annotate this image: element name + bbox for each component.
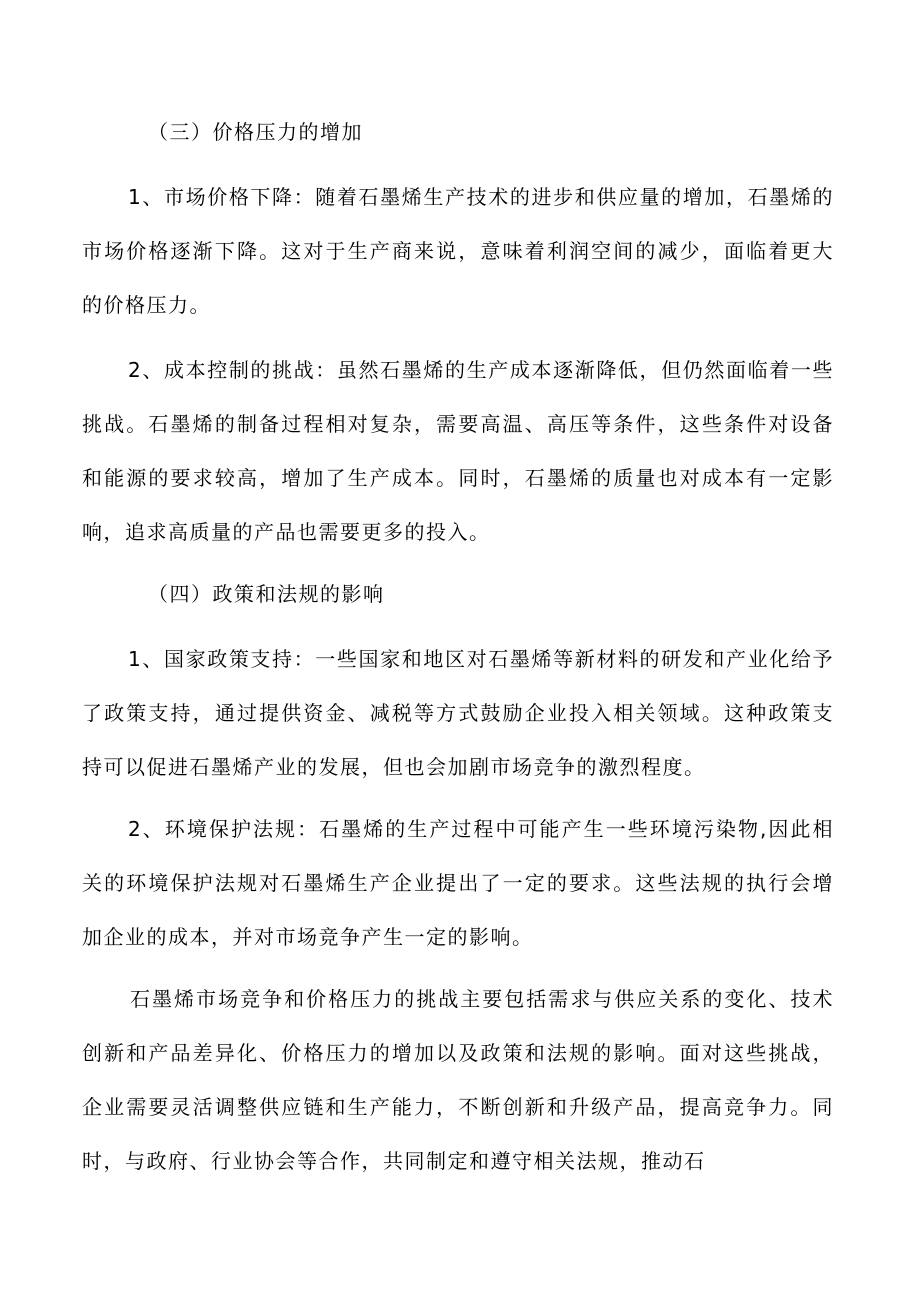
section-heading-policy-regulation: （四）政策和法规的影响 [148, 582, 385, 606]
paragraph-environmental-regulation: 2、环境保护法规：石墨烯的生产过程中可能产生一些环境污染物,因此相关的环境保护法规对石墨烯生产企业提出了一定的要求。这些法规的执行会增加企业的成本，并对市场竞争产生一定的影响。 [82, 817, 834, 949]
paragraph-summary: 石墨烯市场竞争和价格压力的挑战主要包括需求与供应关系的变化、技术创新和产品差异化、价格压力的增加以及政策和法规的影响。面对这些挑战，企业需要灵活调整供应链和生产能力，不断创新和升级产品，提高竞争力。同时，与政府、行业协会等合作，共同制定和遵守相关法规，推动石 [82, 987, 834, 1173]
paragraph-national-policy-support: 1、国家政策支持：一些国家和地区对石墨烯等新材料的研发和产业化给予了政策支持，通过提供资金、减税等方式鼓励企业投入相关领域。这种政策支持可以促进石墨烯产业的发展，但也会加剧市场竞争的激烈程度。 [82, 647, 834, 779]
paragraph-market-price-decline: 1、市场价格下降：随着石墨烯生产技术的进步和供应量的增加，石墨烯的市场价格逐渐下降。这对于生产商来说，意味着利润空间的减少，面临着更大的价格压力。 [82, 185, 834, 317]
paragraph-cost-control-challenge: 2、成本控制的挑战：虽然石墨烯的生产成本逐渐降低，但仍然面临着一些挑战。石墨烯的制备过程相对复杂，需要高温、高压等条件，这些条件对设备和能源的要求较高，增加了生产成本。同时，石墨烯的质量也对成本有一定影响，追求高质量的产品也需要更多的投入。 [82, 358, 834, 544]
section-heading-price-pressure: （三）价格压力的增加 [148, 120, 363, 144]
